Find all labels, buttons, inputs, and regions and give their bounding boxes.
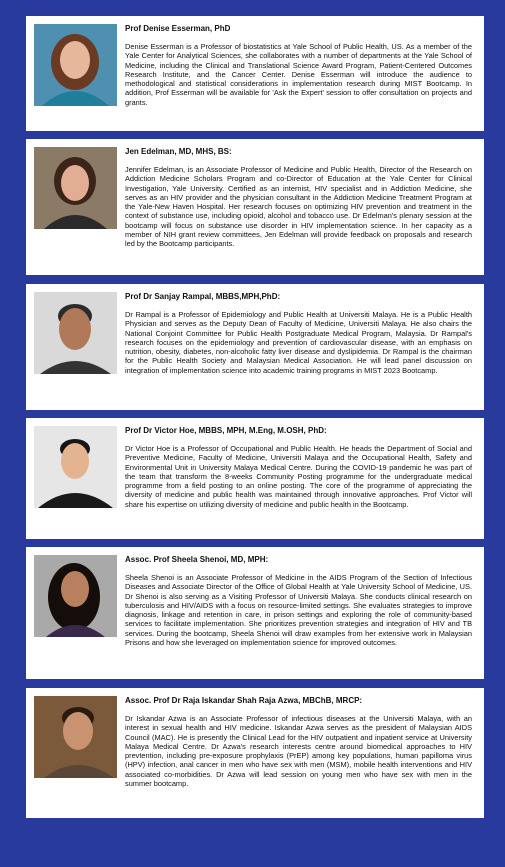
photo-face xyxy=(61,571,89,607)
speaker-bio: Dr Victor Hoe is a Professor of Occupational and Public Health. He heads the Department of Social and Preventive Medicine, Faculty of Medicine, Universiti Malaya and the Occupational Health, Safety and Environmental Unit in University Malaya Medical Centre. During the COVID-19 pandemic he was part of the team that transform the 8-weeks Community Posting programme for the undergraduate medical programme from a field posting to an online posting. The core of the programme of appreciating the diversity of medicine and public health was maintained through innovative approaches. Prof Victor will share his expertise on utilizing diversity of medicine and public health in the Bootcamp. xyxy=(125,444,472,509)
speaker-name: Prof Dr Sanjay Rampal, MBBS,MPH,PhD: xyxy=(125,292,281,301)
profile-card-esserman xyxy=(26,16,484,131)
speaker-name: Prof Dr Victor Hoe, MBBS, MPH, M.Eng, M.OSH, PhD: xyxy=(125,426,327,435)
photo-face xyxy=(59,308,91,350)
speaker-bio: Denise Esserman is a Professor of biostatistics at Yale School of Public Health, US. As a member of the Yale Center for Analytical Sciences, she collaborates with a number of departments at the Yale School of Medicine, including the Clinical and Translational Science Award Program, Patient-Centered Outcomes Research Institute, and the Cancer Center. Denise Esserman will introduce the audience to methodological and statistical considerations in implementation research during MIST Bootcamp. In addition, Prof Esserman will be available for 'Ask the Expert' session to offer consultation on projects and grants. xyxy=(125,42,472,107)
profile-card-edelman xyxy=(26,139,484,275)
speaker-photo xyxy=(34,24,117,106)
profile-card-shenoi xyxy=(26,547,484,679)
speaker-name: Assoc. Prof Dr Raja Iskandar Shah Raja Azwa, MBChB, MRCP: xyxy=(125,696,363,705)
speaker-bio: Jennifer Edelman, is an Associate Professor of Medicine and Public Health, Director of the Research on Addiction Medicine Scholars Program and co-Director of Education at the Yale Center for Clinical Investigation, Yale University. Certified as an internist, HIV specialist and in Addiction Medicine, she serves as an HIV provider and the physician consultant in the Addiction Medicine Treatment Program at the Yale-New Haven Hospital. Her research focuses on optimizing HIV prevention and treatment in the context of substance use, including opioid, alcohol and tobacco use. Dr Edelman's plenary session at the bootcamp will focus on substance use disorder in HIV implementation science. In her capacity as a member of NIH grant review committees, Jen Edelman will provide feedback on proposals and research led by the Bootcamp participants. xyxy=(125,165,472,249)
speaker-bio: Dr Rampal is a Professor of Epidemiology and Public Health at Universiti Malaya. He is a Public Health Physician and serves as the Deputy Dean of Faculty of Medicine, Universiti Malaya. He also chairs the National Conjoint Committee for Public Health Postgraduate Medical Program, Malaysia. Dr Rampal's research focuses on the epidemiology and prevention of cardiovascular disease, with an emphasis on nutrition, obesity, diabetes, non-alcoholic fatty liver disease and dyslipidemia. Dr Rampal is the chairman for the Public Health Society and Malaysian Medical Association. He will lead panel discussion on integration of implementation science into academic training programs in MIST 2023 Bootcamp. xyxy=(125,310,472,375)
speaker-name: Jen Edelman, MD, MHS, BS: xyxy=(125,147,232,156)
speaker-photo xyxy=(34,696,117,778)
speaker-photo xyxy=(34,292,117,374)
photo-face xyxy=(61,443,89,479)
speaker-photo xyxy=(34,147,117,229)
photo-face xyxy=(60,41,90,79)
speaker-name: Assoc. Prof Sheela Shenoi, MD, MPH: xyxy=(125,555,269,564)
speaker-bio: Dr Iskandar Azwa is an Associate Professor of infectious diseases at the Universiti Malaya, with an interest in sexual health and HIV medicine. Iskandar Azwa serves as the president of Malaysian AIDS Council (MAC). He is presently the Clinical Lead for the HIV outpatient and inpatient service at University Malaya Medical Centre. Dr Azwa's research interests centre around biomedical approaches to HIV prevtention, including pre-exposure prophylaxis (PrEP) among key populations, human papilloma virus (HPV) infection, anal cancer in men who have sex with men (MSM), mobile health interventions and HIV associated co-morbidities. Dr Azwa will lead session on young men who have sex with men in the summer bootcamp. xyxy=(125,714,472,789)
photo-face xyxy=(61,165,89,201)
speaker-bio: Sheela Shenoi is an Associate Professor of Medicine in the AIDS Program of the Section of Infectious Diseases and Associate Director of the Office of Global Health at Yale University School of Medicine, US. Dr Shenoi is also serving as a Visiting Professor of Universiti Malaya. She conducts clinical research on tuberculosis and HIV/AIDS with a focus on resource-limited settings. She evaluates strategies to improve diagnosis, linkage and retention in care, in prison settings and exploring the role of community-based services to facilitate implementation. She prioritizes prevention strategies and integration of HIV and TB services. During the bootcamp, Sheela Shenoi will draw examples from her extensive work in Malaysian Prisons and how she leveraged on implementation science for improved outcomes. xyxy=(125,573,472,648)
speaker-photo xyxy=(34,426,117,508)
profile-card-rampal xyxy=(26,284,484,410)
speaker-photo xyxy=(34,555,117,637)
profile-card-hoe xyxy=(26,418,484,539)
profile-card-azwa xyxy=(26,688,484,818)
speaker-name: Prof Denise Esserman, PhD xyxy=(125,24,231,33)
photo-face xyxy=(63,712,93,750)
